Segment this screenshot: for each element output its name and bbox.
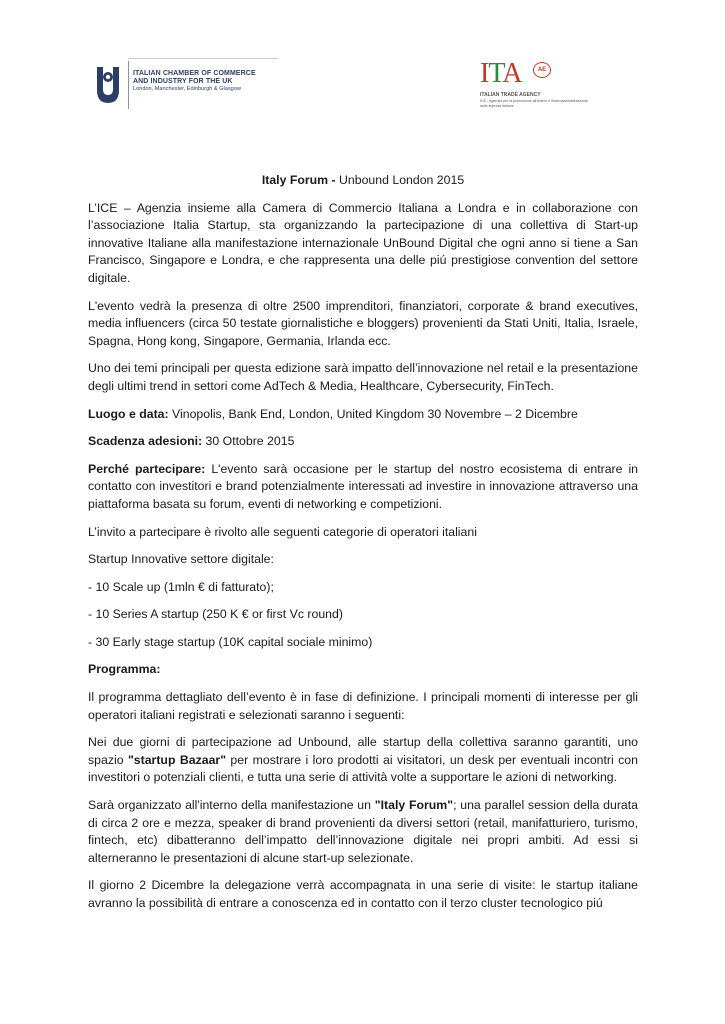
ita-wordmark: ITA [480,58,522,89]
italian-chamber-logo [88,58,280,114]
paragraph-themes: Uno dei temi principali per questa edizione sarà impatto dell’innovazione nel retail e la presentazione degli ultimi trend in settori come AdTech & Media, Healthcare, Cybersecurity, FinTech. [88,361,638,393]
luogo-label: Luogo e data: [88,406,169,421]
logo-vertical-rule [128,61,129,109]
category-item: - 10 Scale up (1mln € di fatturato); [88,579,274,594]
programma-paragraph-2 [88,734,638,787]
ita-agency-description: ICE - Agenzia per la promozione all'estero e l'internazionalizzazione delle imprese italiane [480,99,588,108]
programma-p2-text-b: per mostrare i loro prodotti ai visitatori, un desk per eventuali incontri con investitori o potenziali clienti, e tutta una serie di attività volte a supportare le azioni di networking. [88,752,638,785]
categorie-intro: Startup Innovative settore digitale: [88,552,274,567]
chamber-cities: London, Manchester, Edinburgh & Glasgow [133,86,241,92]
chamber-name [133,70,256,86]
paragraph-audience: L'evento vedrà la presenza di oltre 2500 imprenditori, finanziatori, corporate & brand executives, media influencers (circa 50 testate giornalistiche e bloggers) provenienti da Stati Uniti, Italia, Israele, Spagna, Hong kong, Singapore, Germania, Irlanda ecc. [88,298,638,348]
scadenza-line [88,433,638,451]
programma-p3-text-b: ; una parallel session della durata di circa 2 ore e mezza, speaker di brand provenienti da diversi settori (retail, manifatturiero, turismo, fintech, etc) dibatteranno dell’impatto dell’innovazione digitale nei propri ambiti. Ad essi si alterneranno le presentazioni di alcune start-up selezionate. [88,798,639,865]
perche-value: L'evento sarà occasione per le startup del nostro ecosistema di entrare in contatto con investitori e brand potenzialmente interessati ad investire in innovazione attraverso una piattaforma basata su forum, eventi di networking e competizioni. [88,461,639,511]
programma-p3-text-a: Sarà organizzato all'interno della manifestazione un [88,798,375,813]
ita-logo [480,60,590,120]
programma-paragraph-3 [88,797,638,867]
document-title [88,172,638,190]
document-body [88,172,638,923]
programma-paragraph-4: Il giorno 2 Dicembre la delegazione verrà accompagnata in una serie di visite: le startup italiane avranno la possibilità di entrare a conoscenza ed in contatto con il terzo cluster tecnologico piú [88,878,638,910]
title-rest: Unbound London 2015 [335,173,465,187]
ita-badge-icon: AE [533,62,551,78]
programma-label: Programma: [88,662,161,677]
category-item: - 30 Early stage startup (10K capital sociale minimo) [88,634,373,649]
chamber-name-line2: AND INDUSTRY FOR THE UK [133,78,233,85]
category-item: - 10 Series A startup (250 K € or first Vc round) [88,607,343,622]
perche-label: Perché partecipare: [88,461,206,476]
programma-heading [88,661,638,679]
scadenza-value: 30 Ottobre 2015 [202,434,295,449]
luogo-line [88,406,638,424]
startup-bazaar-label: "startup Bazaar" [127,752,227,767]
programma-p2-text-a: Nei due giorni di partecipazione ad Unbound, alle startup della collettiva saranno garantiti, uno spazio [88,735,638,767]
chamber-name-line1: ITALIAN CHAMBER OF COMMERCE [133,70,256,77]
ita-agency-name: ITALIAN TRADE AGENCY [480,92,541,98]
title-bold: Italy Forum - [261,173,336,187]
invito-line: L’invito a partecipare è rivolto alle seguenti categorie di operatori italiani [88,524,477,539]
logo-divider [128,58,278,59]
scadenza-label: Scadenza adesioni: [88,434,203,449]
paragraph-intro: L’ICE – Agenzia insieme alla Camera di Commercio Italiana a Londra e in collaborazione con l’associazione Italia Startup, sta organizzando la partecipazione di una collettiva di Start-up innovative Italiane alla manifestazione internazionale UnBound Digital che ogni anno si tiene a San Francisco, Singapore e Londra, e che rappresenta una delle piú prestigiose convention del settore digitale. [88,200,638,285]
chamber-emblem-icon [93,63,123,107]
perche-paragraph [88,461,638,514]
italy-forum-label: "Italy Forum" [374,798,454,813]
luogo-value: Vinopolis, Bank End, London, United Kingdom 30 Novembre – 2 Dicembre [168,406,578,421]
programma-paragraph-1: Il programma dettagliato dell’evento è in fase di definizione. I principali momenti di interesse per gli operatori italiani registrati e selezionati saranno i seguenti: [88,690,638,722]
